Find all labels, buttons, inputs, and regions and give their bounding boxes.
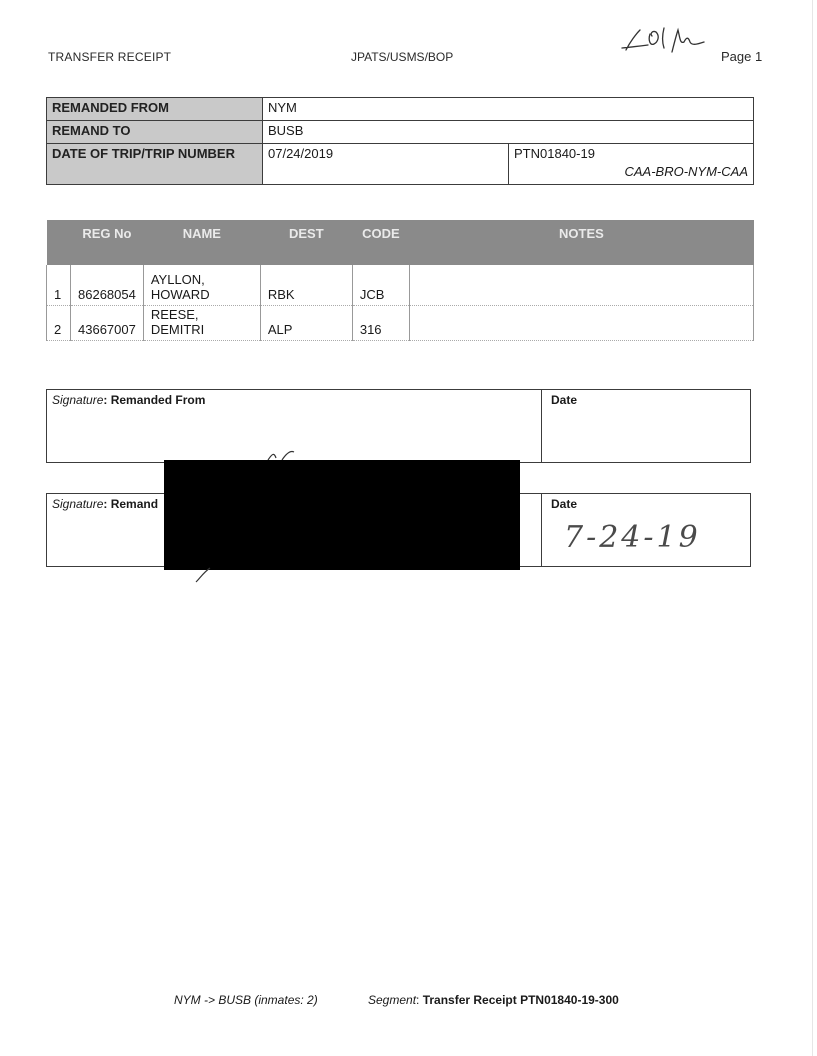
notes-cell [409, 271, 753, 306]
trip-number-cell [509, 144, 754, 185]
name-cell: REESE, DEMITRI [143, 306, 260, 341]
column-header-number [47, 220, 71, 265]
page-edge [812, 0, 813, 1056]
dest-cell: ALP [260, 306, 352, 341]
handwritten-date: 7-24-19 [564, 520, 701, 555]
date-label: Date [551, 393, 578, 407]
table-row [47, 271, 754, 306]
dest-cell: RBK [260, 271, 352, 306]
row-number: 2 [47, 306, 71, 341]
reg-no-cell: 86268054 [71, 271, 144, 306]
notes-cell [409, 306, 753, 341]
remanded-from-row [47, 98, 754, 121]
trip-date-value: 07/24/2019 [263, 144, 509, 185]
row-number: 1 [47, 271, 71, 306]
page-number: Page 1 [721, 49, 763, 64]
document-title: TRANSFER RECEIPT [48, 50, 172, 64]
trip-number-value: PTN01840-19 [514, 146, 595, 161]
inmates-table [46, 220, 754, 341]
date-box-remand-to [541, 493, 751, 567]
column-header-reg-no: REG No [71, 220, 144, 265]
footer-route-summary: NYM -> BUSB (inmates: 2) [174, 993, 318, 1007]
footer-segment: Segment: Transfer Receipt PTN01840-19-300 [368, 993, 619, 1007]
column-header-code: CODE [352, 220, 409, 265]
agency-header: JPATS/USMS/BOP [351, 50, 454, 64]
column-header-notes: NOTES [409, 220, 753, 265]
inmates-header-row [47, 220, 754, 265]
date-box-remanded-from [541, 389, 751, 463]
name-cell: AYLLON, HOWARD [143, 271, 260, 306]
code-cell: 316 [352, 306, 409, 341]
remand-to-row [47, 121, 754, 144]
signature-remand-to-label: Signature: Remand [52, 497, 159, 511]
table-row [47, 306, 754, 341]
signature-tail-stroke [194, 566, 216, 584]
remand-to-value: BUSB [263, 121, 754, 144]
remanded-from-value: NYM [263, 98, 754, 121]
date-label: Date [551, 497, 578, 511]
column-header-dest: DEST [260, 220, 352, 265]
reg-no-cell: 43667007 [71, 306, 144, 341]
column-header-name: NAME [143, 220, 260, 265]
redaction-block [164, 460, 520, 570]
remand-to-label: REMAND TO [47, 121, 263, 144]
trip-route-value: CAA-BRO-NYM-CAA [624, 164, 748, 179]
trip-date-row [47, 144, 754, 185]
trip-date-label: DATE OF TRIP/TRIP NUMBER [47, 144, 263, 185]
signature-remanded-from-label: Signature: Remanded From [52, 393, 206, 407]
code-cell: JCB [352, 271, 409, 306]
remanded-from-label: REMANDED FROM [47, 98, 263, 121]
trip-info-table [46, 97, 754, 185]
handwritten-initials-signature [618, 20, 708, 62]
